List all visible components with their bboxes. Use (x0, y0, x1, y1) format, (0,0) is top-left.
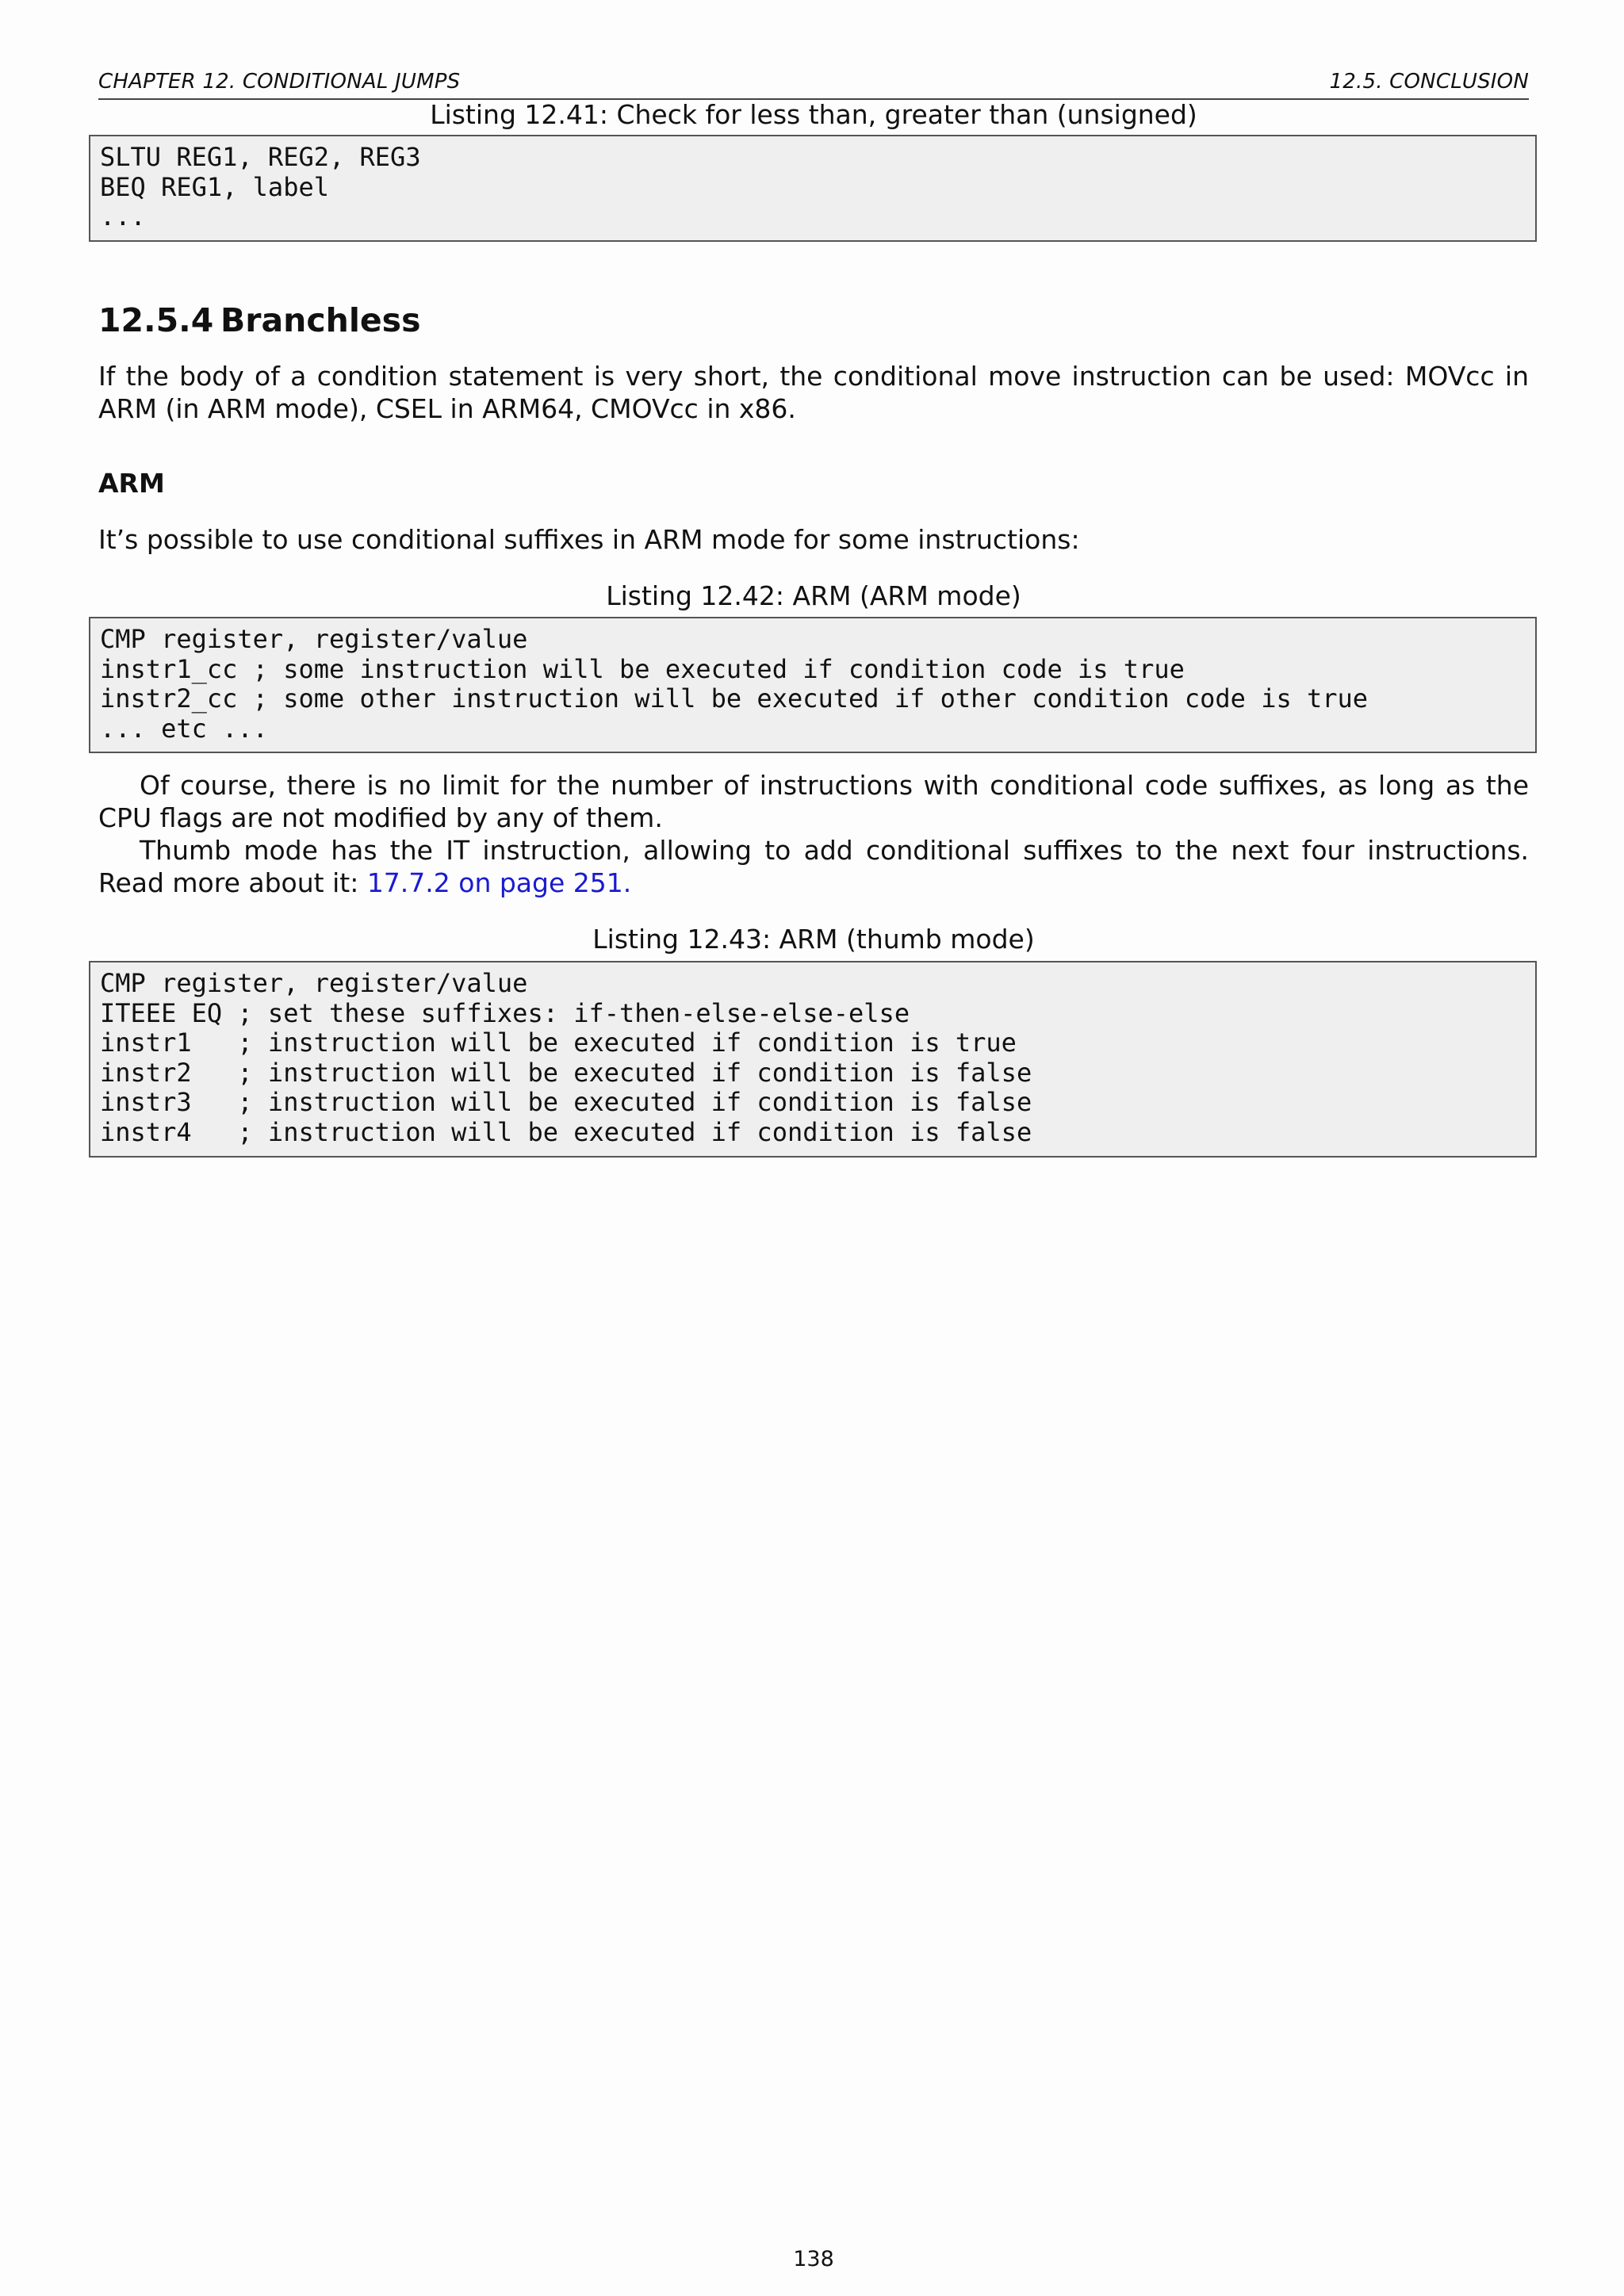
section-title: Branchless (220, 301, 421, 339)
page-number: 138 (793, 2247, 834, 2271)
code-line: CMP register, register/value (100, 624, 528, 654)
section-heading (98, 301, 421, 339)
paragraph-of-course: Of course, there is no limit for the number of instructions with conditional code suffixes, as long as the CPU flags are not modified by any of them. (98, 770, 1529, 833)
code-line: BEQ REG1, label (100, 171, 329, 202)
section-intro-paragraph: If the body of a condition statement is very short, the conditional move instruction can be used: MOVcc in ARM (in ARM mode), CSEL in ARM64, CMOVcc in x86. (98, 361, 1529, 424)
header-chapter: CHAPTER 12. CONDITIONAL JUMPS (98, 70, 461, 94)
listing-12-41-caption: Listing 12.41: Check for less than, greater than (unsigned) (430, 99, 1197, 130)
code-line: ... etc ... (100, 713, 268, 744)
section-number: 12.5.4 (98, 301, 214, 339)
arm-intro-paragraph: It’s possible to use conditional suffixes in ARM mode for some instructions: (98, 524, 1080, 555)
cross-reference-link[interactable]: 17.7.2 on page 251 (366, 867, 623, 898)
code-line: SLTU REG1, REG2, REG3 (100, 142, 421, 172)
code-line: instr3 ; instruction will be executed if condition is false (100, 1087, 1032, 1118)
cross-reference-period: . (622, 867, 632, 898)
running-header (98, 68, 1529, 100)
code-line: instr1_cc ; some instruction will be executed if condition code is true (100, 653, 1185, 684)
document-page (98, 0, 1529, 2296)
subsection-heading-arm: ARM (98, 468, 165, 499)
code-line: ITEEE EQ ; set these suffixes: if-then-else-else-else (100, 997, 910, 1028)
listing-12-43-code (89, 961, 1537, 1158)
code-line: instr4 ; instruction will be executed if condition is false (100, 1116, 1032, 1147)
code-line: instr1 ; instruction will be executed if condition is true (100, 1027, 1017, 1058)
header-section: 12.5. CONCLUSION (1329, 70, 1529, 94)
listing-12-43-caption: Listing 12.43: ARM (thumb mode) (592, 924, 1035, 955)
paragraph-thumb-text: Thumb mode has the IT instruction, allowing to add conditional suffixes to the next four instructions. Read more about it: (98, 835, 1529, 898)
listing-12-42-caption: Listing 12.42: ARM (ARM mode) (606, 580, 1021, 611)
code-line: instr2 ; instruction will be executed if condition is false (100, 1057, 1032, 1088)
code-line: CMP register, register/value (100, 968, 528, 998)
code-line: instr2_cc ; some other instruction will be executed if other condition code is true (100, 683, 1369, 714)
listing-12-42-code (89, 617, 1537, 753)
paragraph-thumb-mode (98, 834, 1529, 899)
code-line: ... (100, 201, 146, 232)
listing-12-41-code (89, 135, 1537, 242)
